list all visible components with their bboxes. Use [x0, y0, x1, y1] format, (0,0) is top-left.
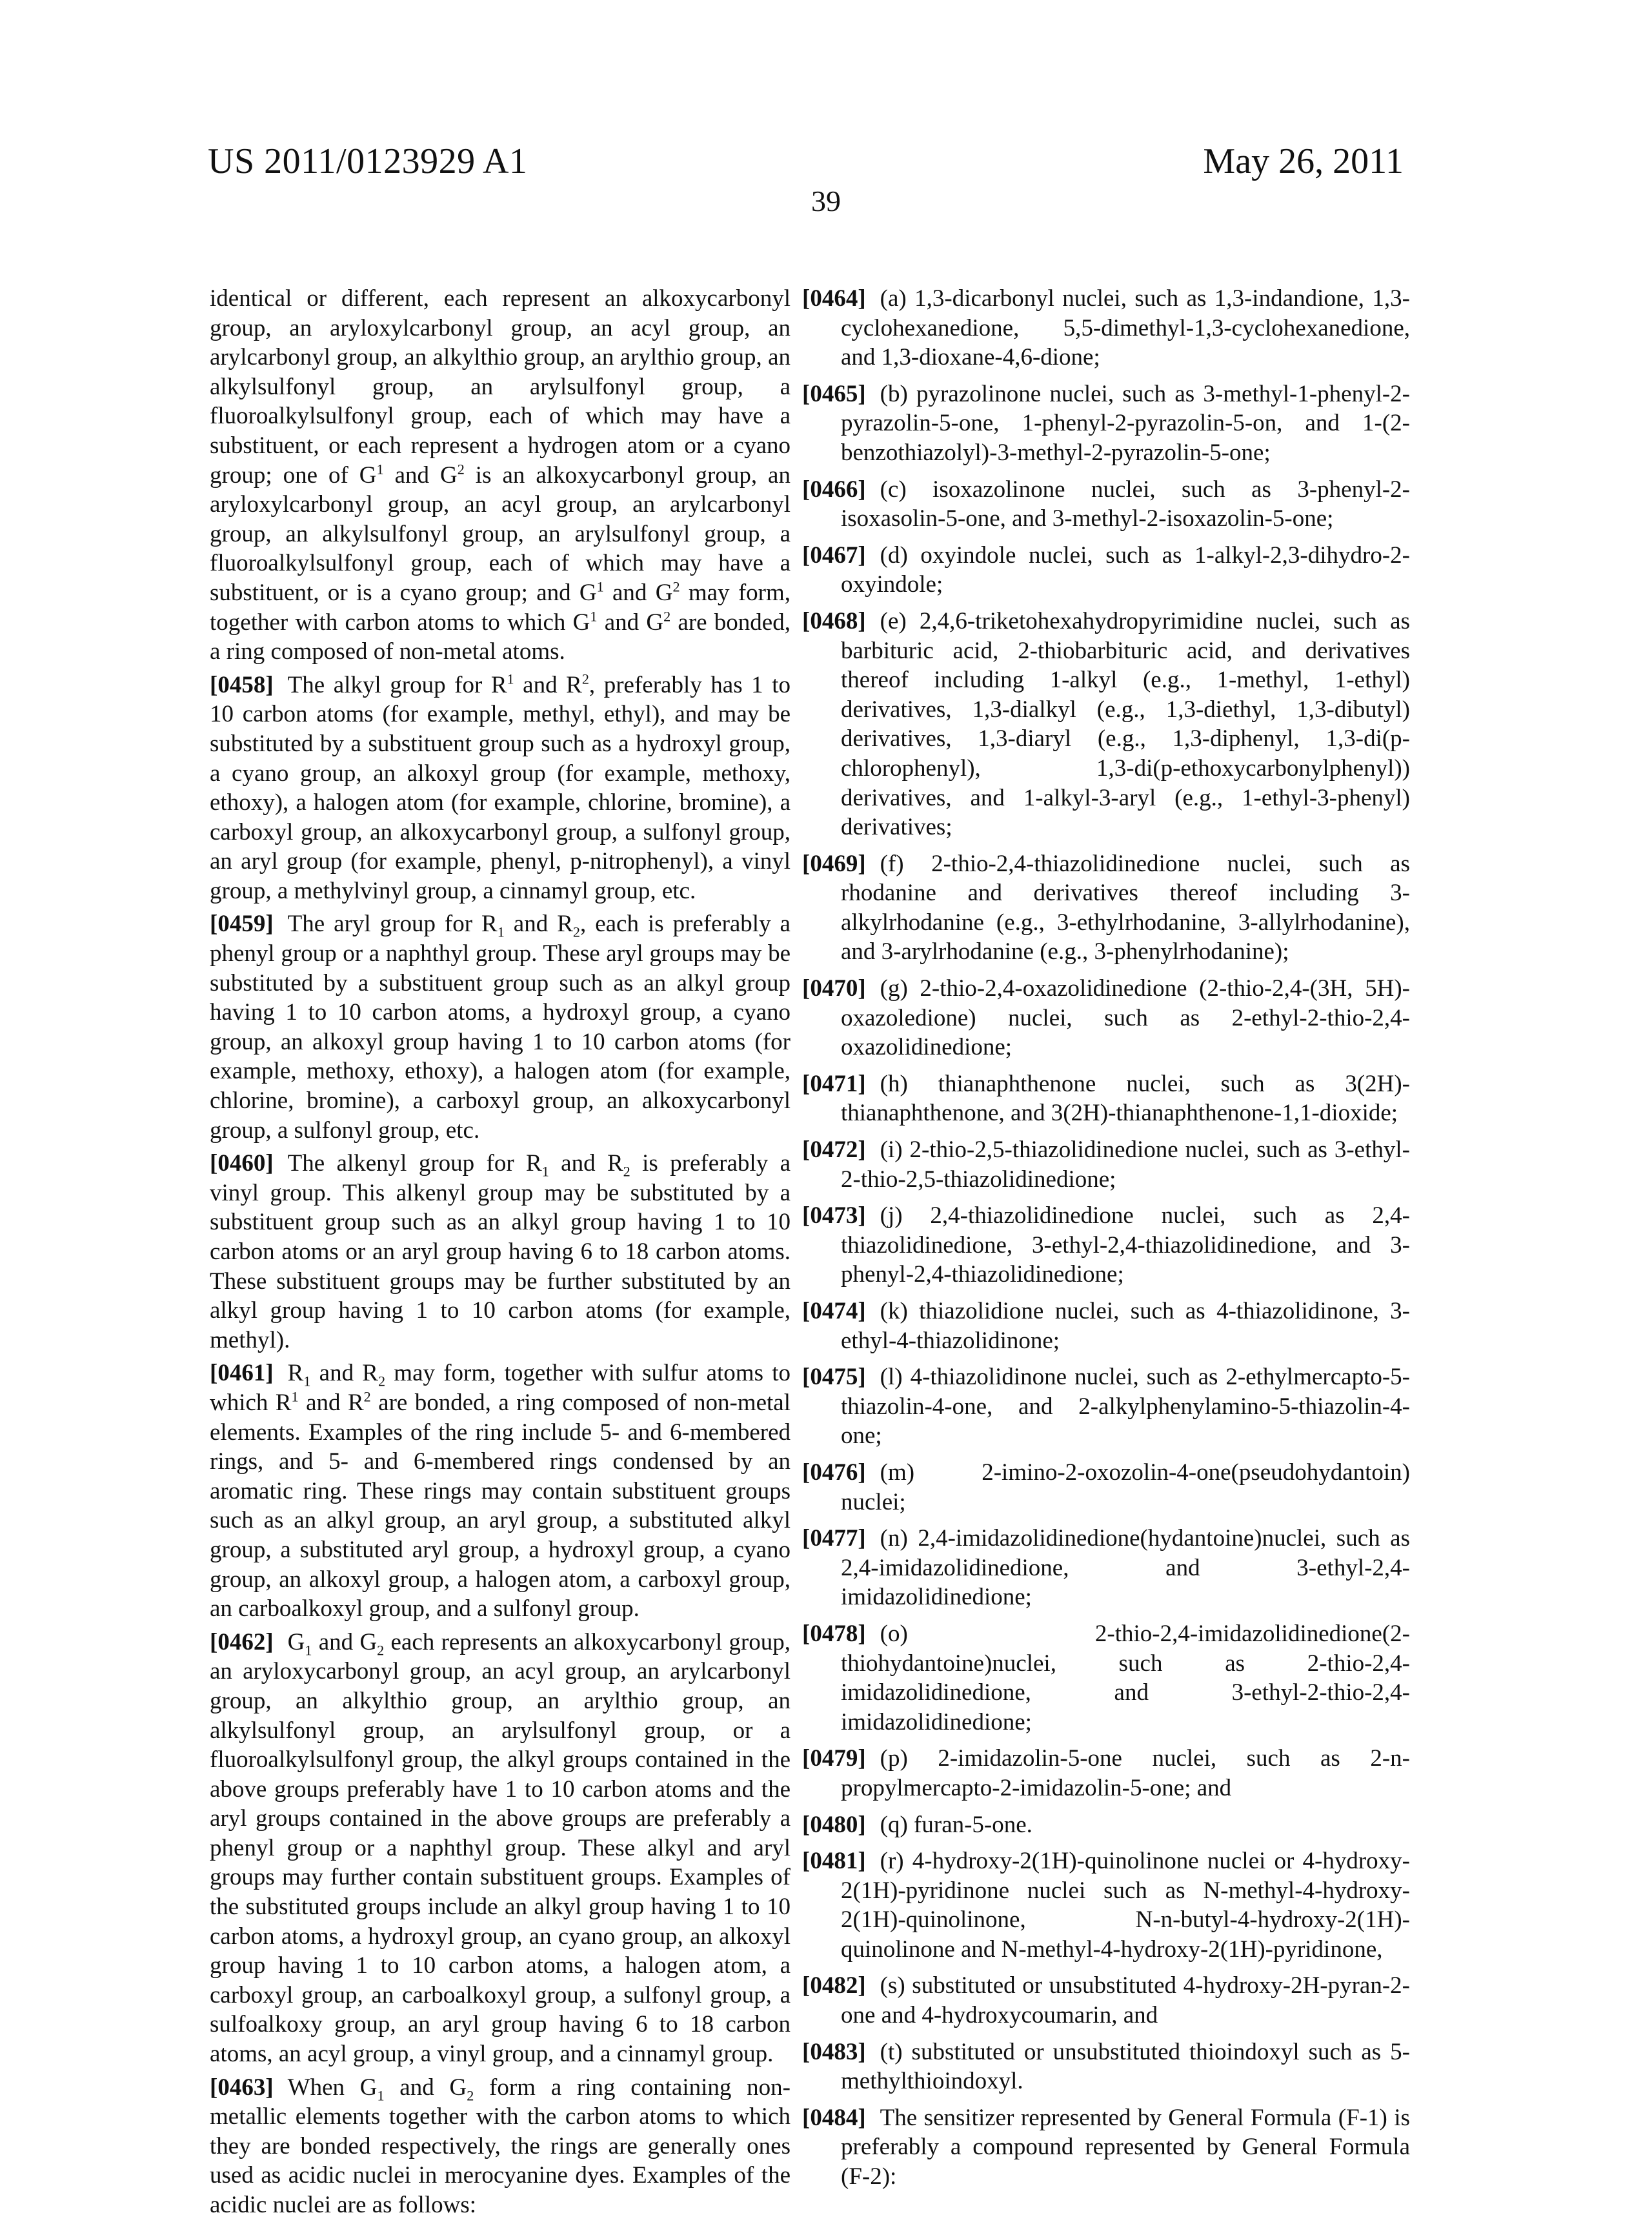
paragraph-text: The alkyl group for R1 and R2, preferably has 1 to 10 carbon atoms (for example, methyl, ethyl), and may be substituted by a substituent group such as a hydroxyl group, a cyano group, an alkoxyl group (for example, methoxy, ethoxy), a halogen atom (for example, chlorine, bromine), a carboxyl group, an alkoxycarbonyl group, a sulfonyl group, an aryl group (for example, phenyl, p-nitrophenyl), a vinyl group, a methylvinyl group, a cinnamyl group, etc.	[210, 672, 791, 904]
publication-date: May 26, 2011	[1203, 141, 1404, 182]
paragraph	[802, 284, 1410, 372]
subscript: 2	[573, 924, 580, 940]
paragraph-text: (o) 2-thio-2,4-imidazolidinedione(2-thiohydantoine)nuclei, such as 2-thio-2,4-imidazolidinedione, and 3-ethyl-2-thio-2,4-imidazolidinedione;	[841, 1621, 1410, 1735]
paragraph-number: [0470]	[802, 975, 866, 1002]
paragraph-text: (c) isoxazolinone nuclei, such as 3-phenyl-2-isoxasolin-5-one, and 3-methyl-2-isoxazolin-5-one;	[841, 476, 1410, 532]
paragraph-text: (h) thianaphthenone nuclei, such as 3(2H)-thianaphthenone, and 3(2H)-thianaphthenone-1,1-dioxide;	[841, 1071, 1410, 1127]
subscript: 1	[542, 1164, 549, 1180]
left-column	[210, 284, 791, 2224]
paragraph-text: The alkenyl group for R1 and R2 is preferably a vinyl group. This alkenyl group may be substituted by a substituent group such as an alkyl group having 1 to 10 carbon atoms or an aryl group having 6 to 18 carbon atoms. These substituent groups may be further substituted by an alkyl group having 1 to 10 carbon atoms (for example, methyl).	[210, 1150, 791, 1353]
subscript: 2	[377, 1642, 384, 1658]
paragraph	[802, 1135, 1410, 1194]
paragraph-number: [0473]	[802, 1202, 866, 1229]
paragraph	[210, 909, 791, 1145]
paragraph	[802, 1810, 1410, 1840]
paragraph	[210, 284, 791, 667]
paragraph-text: G1 and G2 each represents an alkoxycarbonyl group, an aryloxycarbonyl group, an acyl group, an arylcarbonyl group, an alkylthio group, an arylthio group, an alkylsulfonyl group, an arylsulfonyl group, or a fluoroalkylsulfonyl group, the alkyl groups contained in the above groups preferably have 1 to 10 carbon atoms and the aryl groups contained in the above groups are preferably a phenyl group or a naphthyl group. These alkyl and aryl groups may further contain substituent groups. Examples of the substituted groups include an alkyl group having 1 to 10 carbon atoms, a hydroxyl group, an cyano group, an alkoxyl group having 1 to 10 carbon atoms, a halogen atom, a carboxyl group, an carboalkoxyl group, a sulfonyl group, a sulfoalkoxy group, an aryl group having 6 to 18 carbon atoms, an acyl group, a vinyl group, and a cinnamyl group.	[210, 1629, 791, 2067]
superscript: 1	[292, 1389, 299, 1405]
paragraph-text: (p) 2-imidazolin-5-one nuclei, such as 2-n-propylmercapto-2-imidazolin-5-one; and	[841, 1745, 1410, 1801]
subscript: 1	[303, 1373, 310, 1390]
paragraph-number: [0461]	[210, 1360, 274, 1386]
paragraph-number: [0463]	[210, 2074, 274, 2101]
paragraph-number: [0483]	[802, 2039, 866, 2065]
paragraph-number: [0460]	[210, 1150, 274, 1177]
paragraph-text: When G1 and G2 form a ring containing non-metallic elements together with the carbon atoms to which they are bonded respectively, the rings are generally ones used as acidic nuclei in merocyanine dyes. Examples of the acidic nuclei are as follows:	[210, 2074, 791, 2218]
subscript: 1	[498, 924, 505, 940]
paragraph	[802, 2103, 1410, 2192]
subscript: 2	[378, 1373, 385, 1390]
superscript: 2	[364, 1389, 371, 1405]
superscript: 2	[663, 608, 670, 624]
paragraph	[802, 1201, 1410, 1289]
paragraph-number: [0467]	[802, 542, 866, 569]
superscript: 2	[582, 671, 589, 687]
publication-number: US 2011/0123929 A1	[208, 141, 527, 182]
paragraph-text: (a) 1,3-dicarbonyl nuclei, such as 1,3-indandione, 1,3-cyclohexanedione, 5,5-dimethyl-1,3-cyclohexanedione, and 1,3-dioxane-4,6-dione;	[841, 285, 1410, 370]
paragraph-number: [0484]	[802, 2105, 866, 2131]
paragraph-text: (g) 2-thio-2,4-oxazolidinedione (2-thio-2,4-(3H, 5H)-oxazoledione) nuclei, such as 2-ethyl-2-thio-2,4-oxazolidinedione;	[841, 975, 1410, 1060]
paragraph	[210, 2073, 791, 2220]
paragraph-number: [0474]	[802, 1298, 866, 1324]
paragraph-number: [0468]	[802, 608, 866, 634]
paragraph	[210, 1359, 791, 1623]
superscript: 2	[672, 579, 680, 595]
paragraph	[210, 671, 791, 906]
paragraph	[802, 475, 1410, 534]
paragraph-text: R1 and R2 may form, together with sulfur atoms to which R1 and R2 are bonded, a ring composed of non-metal elements. Examples of the ring include 5- and 6-membered rings, and 5- and 6-membered rings condensed by an aromatic ring. These rings may contain substituent groups such as an alkyl group, an aryl group, a substituted alkyl group, a substituted aryl group, a hydroxyl group, a cyano group, an alkoxyl group, a halogen atom, a carboxyl group, an carboalkoxyl group, and a sulfonyl group.	[210, 1360, 791, 1622]
superscript: 1	[377, 461, 384, 477]
paragraph-number: [0472]	[802, 1137, 866, 1163]
paragraph-text: (j) 2,4-thiazolidinedione nuclei, such as 2,4-thiazolidinedione, 3-ethyl-2,4-thiazolidinedione, and 3-phenyl-2,4-thiazolidinedione;	[841, 1202, 1410, 1288]
paragraph-number: [0477]	[802, 1525, 866, 1552]
paragraph	[210, 1628, 791, 2069]
paragraph-text: (f) 2-thio-2,4-thiazolidinedione nuclei, such as rhodanine and derivatives thereof including 3-alkylrhodanine (e.g., 3-ethylrhodanine, 3-allylrhodanine), and 3-arylrhodanine (e.g., 3-phenylrhodanine);	[841, 851, 1410, 965]
paragraph	[802, 1524, 1410, 1612]
paragraph	[802, 607, 1410, 842]
paragraph-number: [0469]	[802, 851, 866, 877]
paragraph-text: (e) 2,4,6-triketohexahydropyrimidine nuclei, such as barbituric acid, 2-thiobarbituric acid, and derivatives thereof including 1-alkyl (e.g., 1-methyl, 1-ethyl) derivatives, 1,3-dialkyl (e.g., 1,3-diethyl, 1,3-dibutyl) derivatives, 1,3-diaryl (e.g., 1,3-diphenyl, 1,3-di(p-chlorophenyl), 1,3-di(p-ethoxycarbonylphenyl)) derivatives, and 1-alkyl-3-aryl (e.g., 1-ethyl-3-phenyl) derivatives;	[841, 608, 1410, 840]
paragraph-text: identical or different, each represent an alkoxycarbonyl group, an aryloxylcarbonyl group, an acyl group, an arylcarbonyl group, an alkylthio group, an arylthio group, an alkylsulfonyl group, an arylsulfonyl group, a fluoroalkylsulfonyl group, each of which may have a substituent, or each represent a hydrogen atom or a cyano group; one of G1 and G2 is an alkoxycarbonyl group, an aryloxylcarbonyl group, an acyl group, an arylcarbonyl group, an alkylsulfonyl group, an arylsulfonyl group, a fluoroalkylsulfonyl group, each of which may have a substituent, or is a cyano group; and G1 and G2 may form, together with carbon atoms to which G1 and G2 are bonded, a ring composed of non-metal atoms.	[210, 285, 791, 665]
paragraph-text: (r) 4-hydroxy-2(1H)-quinolinone nuclei or 4-hydroxy-2(1H)-pyridinone nuclei such as N-methyl-4-hydroxy-2(1H)-quinolinone, N-n-butyl-4-hydroxy-2(1H)-quinolinone and N-methyl-4-hydroxy-2(1H)-pyridinone,	[841, 1848, 1410, 1963]
paragraph-text: (q) furan-5-one.	[880, 1812, 1032, 1838]
paragraph-number: [0465]	[802, 381, 866, 407]
paragraph	[802, 1971, 1410, 2030]
subscript: 2	[467, 2087, 474, 2103]
subscript: 1	[305, 1642, 312, 1658]
paragraph-text: (l) 4-thiazolidinone nuclei, such as 2-ethylmercapto-5-thiazolin-4-one, and 2-alkylphenylamino-5-thiazolin-4-one;	[841, 1364, 1410, 1449]
paragraph-text: (d) oxyindole nuclei, such as 1-alkyl-2,3-dihydro-2-oxyindole;	[841, 542, 1410, 598]
subscript: 1	[377, 2087, 384, 2103]
paragraph-number: [0464]	[802, 285, 866, 312]
paragraph-text: (t) substituted or unsubstituted thioindoxyl such as 5-methylthioindoxyl.	[841, 2039, 1410, 2095]
paragraph-number: [0482]	[802, 1972, 866, 1999]
paragraph	[802, 379, 1410, 468]
paragraph	[802, 541, 1410, 600]
paragraph-text: (n) 2,4-imidazolidinedione(hydantoine)nuclei, such as 2,4-imidazolidinedione, and 3-ethyl-2,4-imidazolidinedione;	[841, 1525, 1410, 1610]
paragraph	[210, 1149, 791, 1355]
paragraph-number: [0475]	[802, 1364, 866, 1390]
paragraph-text: The sensitizer represented by General Formula (F-1) is preferably a compound represented by General Formula (F-2):	[841, 2105, 1410, 2190]
paragraph-text: (b) pyrazolinone nuclei, such as 3-methyl-1-phenyl-2-pyrazolin-5-one, 1-phenyl-2-pyrazolin-5-on, and 1-(2-benzothiazolyl)-3-methyl-2-pyrazolin-5-one;	[841, 381, 1410, 466]
paragraph-number: [0466]	[802, 476, 866, 503]
paragraph-text: (m) 2-imino-2-oxozolin-4-one(pseudohydantoin) nuclei;	[841, 1459, 1410, 1515]
superscript: 2	[458, 461, 465, 477]
paragraph	[802, 1744, 1410, 1803]
paragraph	[802, 1362, 1410, 1451]
page-number: 39	[0, 184, 1652, 218]
paragraph	[802, 1619, 1410, 1737]
paragraph-text: (i) 2-thio-2,5-thiazolidinedione nuclei, such as 3-ethyl-2-thio-2,5-thiazolidinedione;	[841, 1137, 1410, 1193]
paragraph	[802, 2037, 1410, 2096]
paragraph-text: (s) substituted or unsubstituted 4-hydroxy-2H-pyran-2-one and 4-hydroxycoumarin, and	[841, 1972, 1410, 2028]
paragraph	[802, 1846, 1410, 1964]
paragraph-text: The aryl group for R1 and R2, each is preferably a phenyl group or a naphthyl group. These aryl groups may be substituted by a substituent group such as an alkyl group having 1 to 10 carbon atoms, a hydroxyl group, a cyano group, an alkoxyl group having 1 to 10 carbon atoms (for example, methoxy, ethoxy), a halogen atom (for example, chlorine, bromine), a carboxyl group, an alkoxycarbonyl group, a sulfonyl group, etc.	[210, 911, 791, 1143]
paragraph-number: [0471]	[802, 1071, 866, 1097]
right-column	[802, 284, 1410, 2199]
paragraph-number: [0476]	[802, 1459, 866, 1486]
paragraph-number: [0481]	[802, 1848, 866, 1874]
paragraph	[802, 849, 1410, 967]
paragraph-number: [0462]	[210, 1629, 274, 1655]
paragraph	[802, 974, 1410, 1062]
paragraph	[802, 1297, 1410, 1355]
paragraph-number: [0458]	[210, 672, 274, 698]
superscript: 1	[507, 671, 514, 687]
paragraph-text: (k) thiazolidione nuclei, such as 4-thiazolidinone, 3-ethyl-4-thiazolidinone;	[841, 1298, 1410, 1354]
paragraph	[802, 1069, 1410, 1128]
paragraph	[802, 1458, 1410, 1517]
superscript: 1	[590, 608, 597, 624]
paragraph-number: [0478]	[802, 1621, 866, 1647]
paragraph-number: [0459]	[210, 911, 274, 937]
superscript: 1	[597, 579, 604, 595]
subscript: 2	[623, 1164, 630, 1180]
paragraph-number: [0479]	[802, 1745, 866, 1772]
paragraph-number: [0480]	[802, 1812, 866, 1838]
